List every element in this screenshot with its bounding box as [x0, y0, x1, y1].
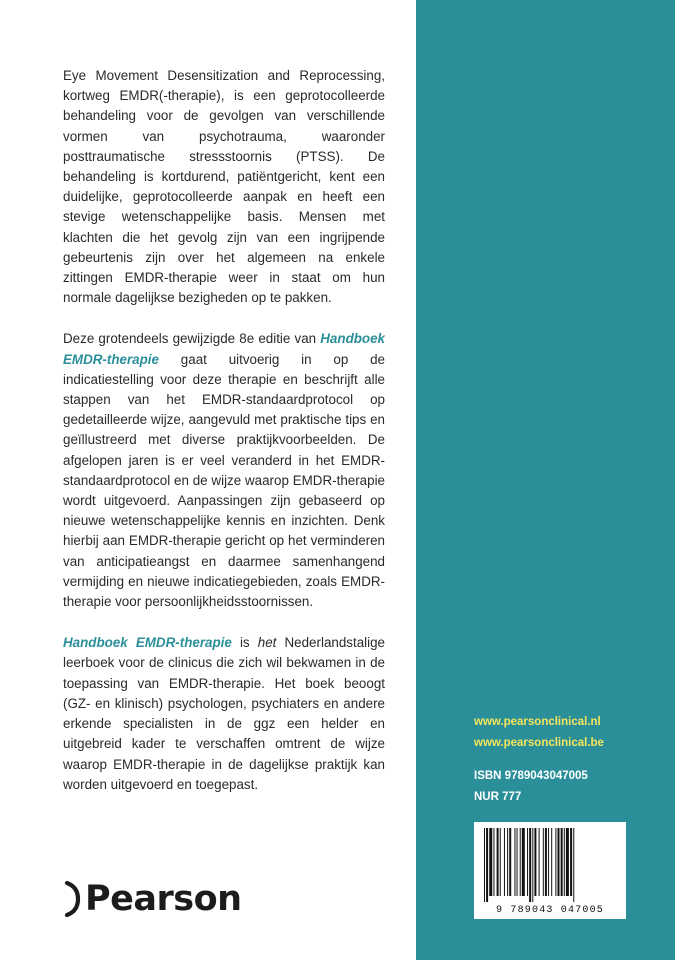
book-identifiers — [474, 766, 588, 808]
barcode-bar — [543, 828, 544, 896]
paragraph-edition-lead: Deze grotendeels gewijzigde 8e editie van — [63, 331, 321, 347]
barcode-bar — [558, 828, 560, 896]
paragraph-intro — [63, 66, 385, 308]
paragraph-audience-het: het — [257, 635, 277, 651]
barcode-graphic-icon — [482, 828, 618, 902]
barcode-bar — [539, 828, 540, 896]
barcode-bar — [489, 828, 492, 896]
barcode-bar — [555, 828, 556, 896]
barcode-bar — [548, 828, 549, 896]
barcode-bar — [517, 828, 518, 896]
paragraph-audience-is: is — [231, 635, 258, 651]
barcode-bar — [573, 828, 574, 902]
nur-text: NUR 777 — [474, 791, 522, 803]
barcode-bar — [520, 828, 521, 896]
publisher-logo — [64, 877, 242, 921]
barcode-bar — [527, 828, 528, 896]
barcode-bar — [509, 828, 511, 896]
link-pearsonclinical-nl[interactable]: www.pearsonclinical.nl — [474, 716, 601, 728]
barcode-bar — [532, 828, 533, 902]
isbn-text: ISBN 9789043047005 — [474, 770, 588, 782]
barcode-bar — [529, 828, 531, 902]
paragraph-edition-rest: gaat uitvoerig in op de indicatiestelling voor deze therapie en beschrijft alle stappen van het EMDR-standaardprotocol op gedetailleerde wijze, aangevuld met praktische tips en geïllustreerd met diverse praktijkvoorbeelden. De afgelopen jaren is er veel veranderd in het EMDR-standaardprotocol en de wijze waarop EMDR-therapie wordt uitgevoerd. Aanpassingen zijn gebaseerd op nieuwe wetenschappelijke kennis en inzichten. Denk hierbij aan EMDR-therapie gericht op het verminderen van anticipatieangst en daarmee samenhangend vermijding en nieuwe indicatiegebieden, zoals EMDR-therapie voor persoonlijkheidsstoornissen. — [63, 351, 385, 610]
barcode-bar — [493, 828, 494, 896]
barcode-bar — [500, 828, 501, 896]
side-panel — [416, 0, 675, 960]
barcode-bar — [570, 828, 572, 896]
barcode-bar — [514, 828, 515, 896]
website-links — [474, 712, 604, 754]
barcode-bar — [534, 828, 536, 896]
link-pearsonclinical-be[interactable]: www.pearsonclinical.be — [474, 737, 604, 749]
publisher-name: Pearson — [85, 879, 242, 919]
book-title-inline: Handboek EMDR-therapie — [63, 331, 385, 367]
barcode-bar — [484, 828, 485, 902]
paragraph-audience-rest: Nederlandstalige leerboek voor de clinicus die zich wil bekwamen in de toepassing van EMDR-therapie. Het boek beoogt (GZ- en klinisch) psychologen, psychiaters en andere erkende specialisten in de ggz een helder en uitgebreid kader te verschaffen omtrent de wijze waarop EMDR-therapie in de dagelijkse praktijk kan worden uitgevoerd en toegepast. — [63, 635, 385, 792]
barcode — [474, 822, 626, 919]
barcode-bar — [545, 828, 547, 896]
barcode-bar — [561, 828, 563, 896]
paragraph-edition — [63, 329, 385, 612]
barcode-bar — [566, 828, 569, 896]
paragraph-audience — [63, 633, 385, 795]
paragraph-intro-text: Eye Movement Desensitization and Reprocessing, kortweg EMDR(-therapie), is een geprotocolleerde behandeling voor de gevolgen van verschillende vormen van psychotrauma, waaronder posttraumatische stressstoornis (PTSS). De behandeling is kortdurend, patiëntgericht, kent een duidelijke, geprotocolleerde aanpak en heeft een stevige wetenschappelijke basis. Mensen met klachten die het gevolg zijn van een ingrijpende gebeurtenis zijn over het algemeen na enkele zittingen EMDR-therapie weer in staat om hun normale dagelijkse bezigheden op te pakken. — [63, 68, 385, 306]
barcode-bar — [507, 828, 508, 896]
barcode-bar — [504, 828, 505, 896]
pearson-logo-mark-icon — [64, 877, 82, 921]
barcode-bar — [497, 828, 499, 896]
barcode-bar — [551, 828, 552, 896]
book-title-inline-2: Handboek EMDR-therapie — [63, 635, 232, 651]
blurb-text — [63, 66, 385, 816]
barcode-digits: 9 789043 047005 — [495, 905, 604, 916]
barcode-bar — [564, 828, 565, 896]
barcode-bar — [486, 828, 488, 902]
barcode-bar — [522, 828, 525, 896]
